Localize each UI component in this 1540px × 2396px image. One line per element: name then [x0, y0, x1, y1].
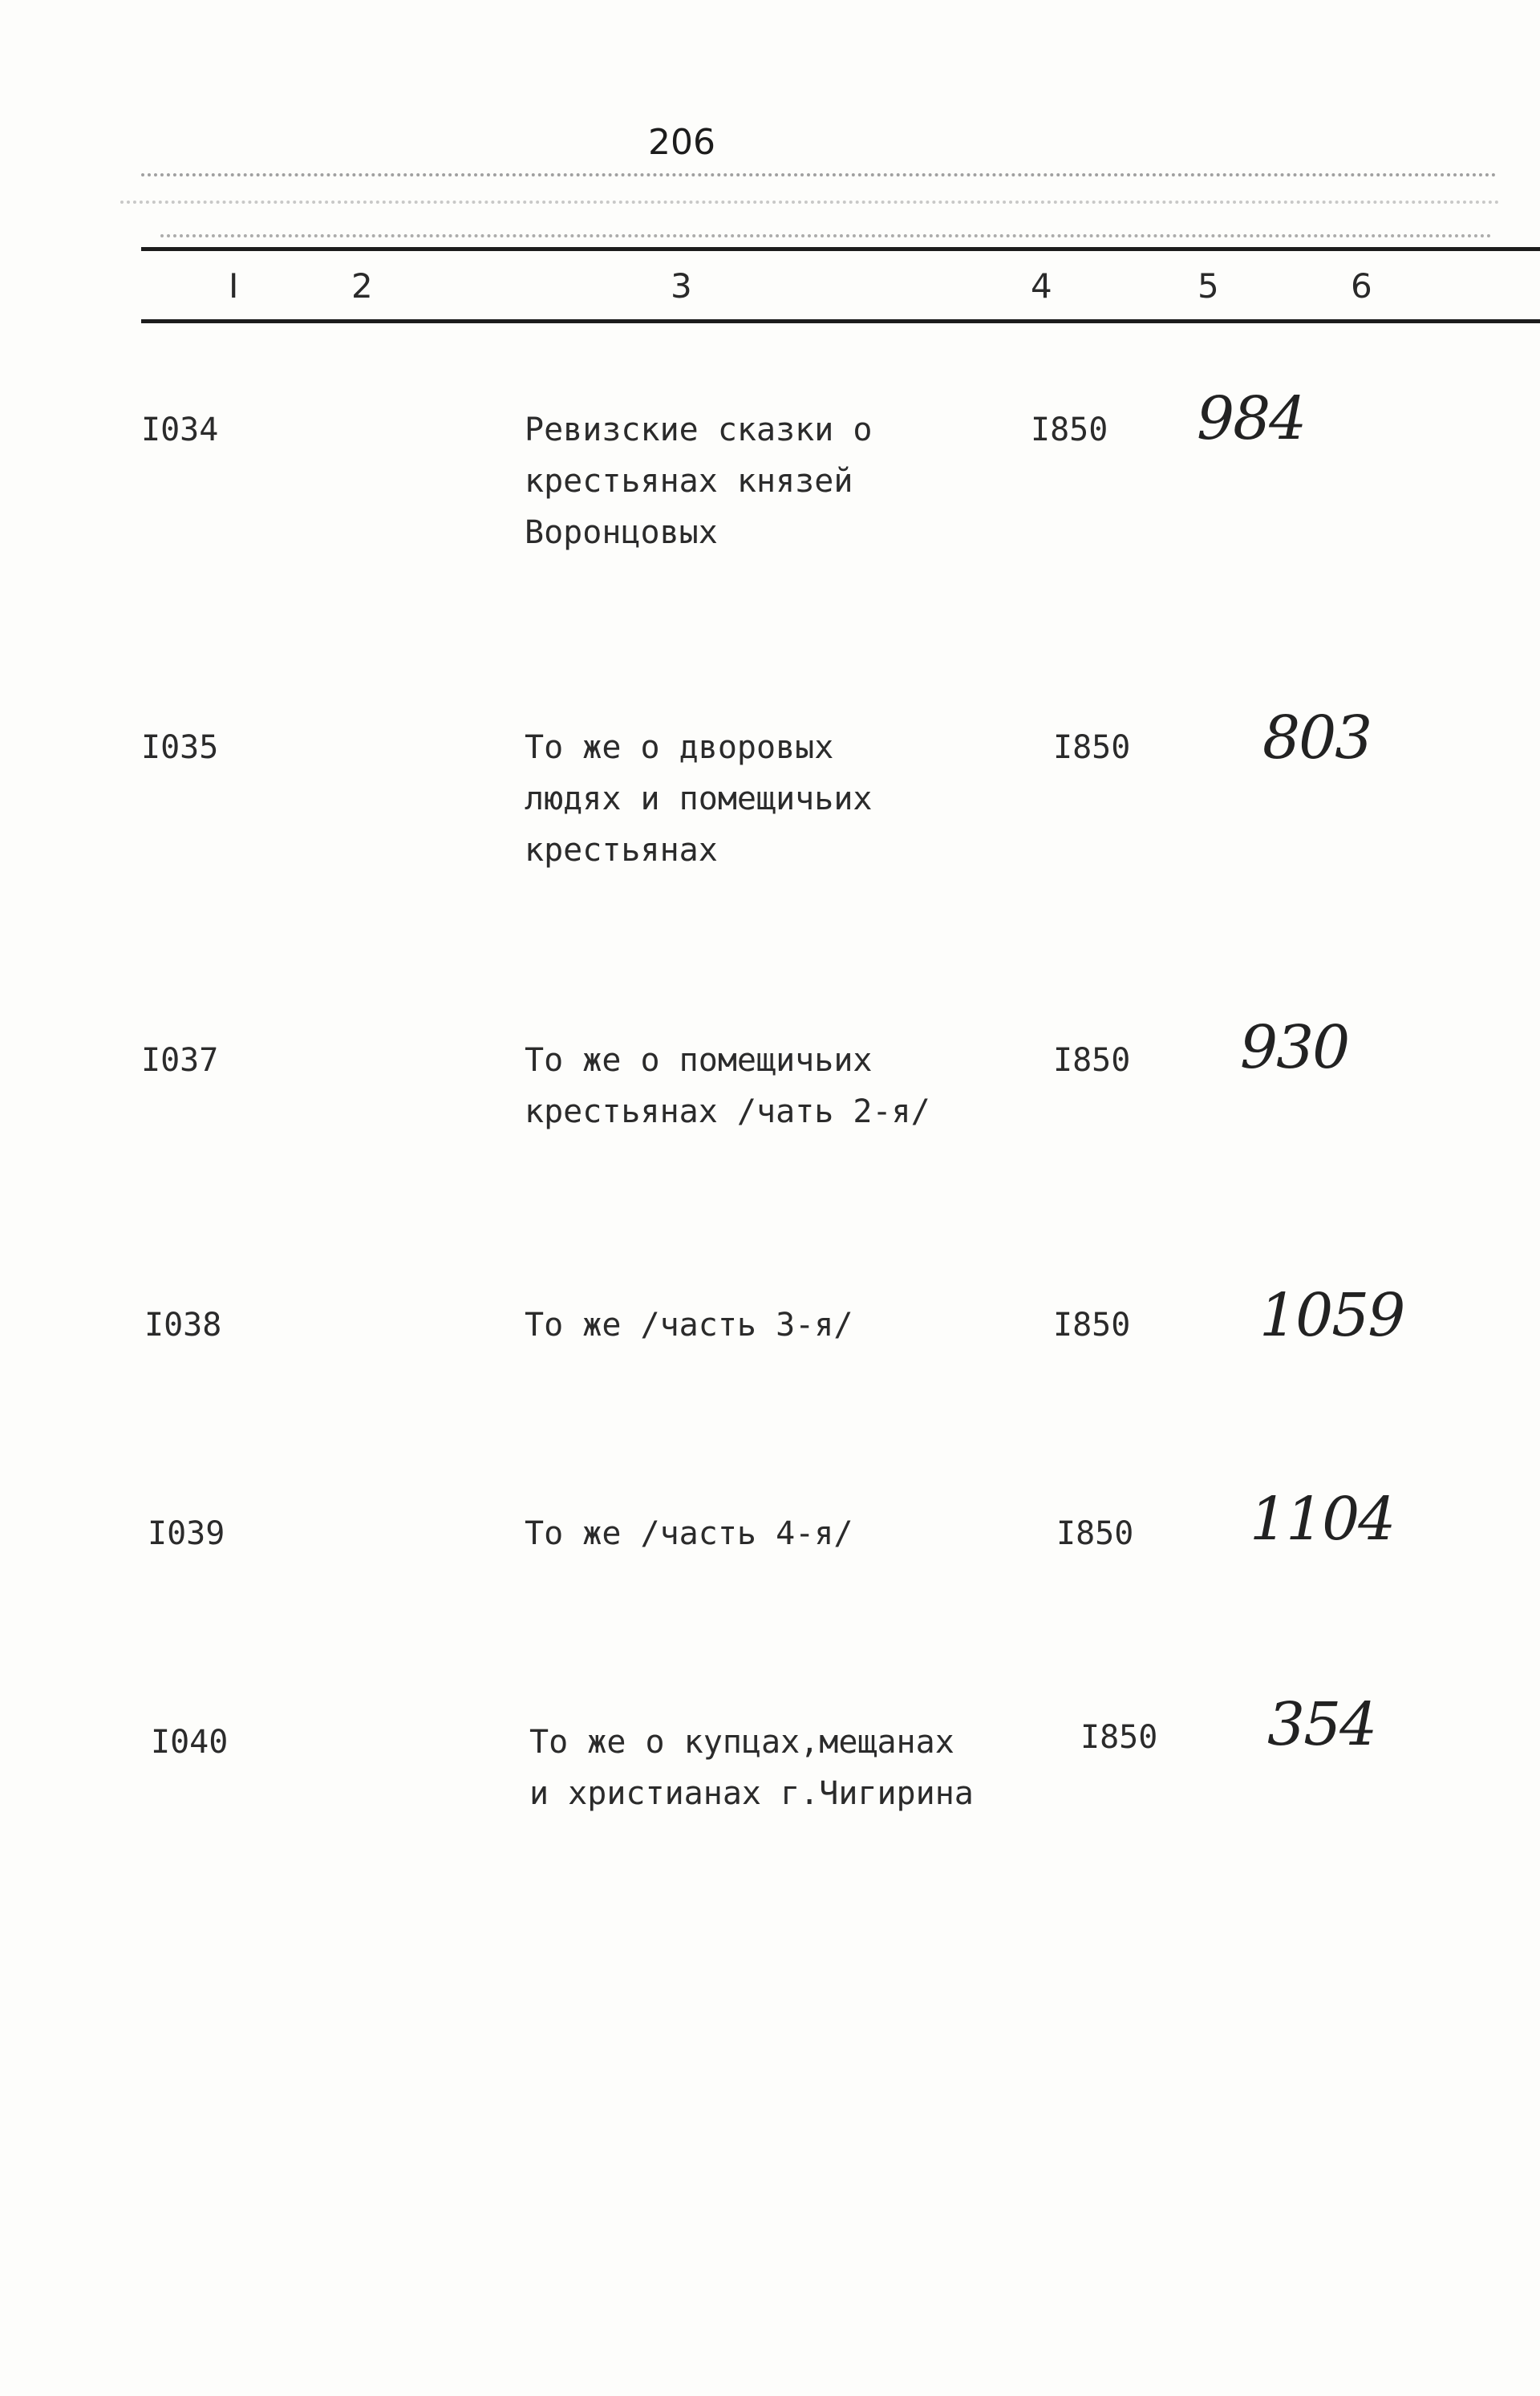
- row-title-line: крестьянах /чать 2-я/: [525, 1093, 930, 1130]
- dotted-rule: [160, 234, 1492, 237]
- column-header-1: I: [229, 266, 239, 306]
- row-year: I850: [1080, 1719, 1158, 1756]
- row-title-line: То же /часть 4-я/: [525, 1515, 853, 1552]
- table-header-bottom-rule: [141, 319, 1540, 323]
- row-number: I034: [141, 411, 219, 448]
- table-header-top-rule: [141, 247, 1540, 251]
- row-number: I039: [148, 1515, 225, 1552]
- row-title-line: крестьянах князей: [525, 463, 853, 500]
- row-number: I038: [144, 1307, 222, 1344]
- row-number: I035: [141, 729, 219, 766]
- column-header-2: 2: [351, 266, 373, 306]
- dotted-rule: [120, 201, 1500, 204]
- page-number: 206: [648, 122, 715, 163]
- row-year: I850: [1053, 1042, 1131, 1079]
- row-title-line: То же о помещичьих: [525, 1042, 873, 1079]
- row-sheet-count: 1104: [1250, 1485, 1395, 1554]
- row-number: I040: [151, 1724, 229, 1761]
- row-year: I850: [1031, 411, 1108, 448]
- row-sheet-count: 1059: [1259, 1281, 1404, 1350]
- row-sheet-count: 930: [1240, 1013, 1349, 1082]
- row-year: I850: [1056, 1515, 1134, 1552]
- dotted-rule: [141, 173, 1497, 176]
- row-title-line: Ревизские сказки о: [525, 411, 873, 448]
- row-year: I850: [1053, 729, 1131, 766]
- row-sheet-count: 984: [1197, 384, 1306, 453]
- row-title-line: и христианах г.Чигирина: [529, 1775, 974, 1812]
- row-title-line: крестьянах: [525, 832, 718, 869]
- row-sheet-count: 354: [1267, 1690, 1376, 1759]
- column-header-5: 5: [1198, 266, 1219, 306]
- column-header-6: 6: [1351, 266, 1372, 306]
- row-number: I037: [141, 1042, 219, 1079]
- row-sheet-count: 803: [1262, 703, 1372, 772]
- column-header-3: 3: [671, 266, 692, 306]
- column-header-4: 4: [1031, 266, 1052, 306]
- row-title-line: Воронцовых: [525, 514, 718, 551]
- row-title-line: людях и помещичьих: [525, 780, 873, 817]
- row-title-line: То же о купцах,мещанах: [529, 1724, 954, 1761]
- row-year: I850: [1053, 1307, 1131, 1344]
- row-title-line: То же /часть 3-я/: [525, 1307, 853, 1344]
- row-title-line: То же о дворовых: [525, 729, 834, 766]
